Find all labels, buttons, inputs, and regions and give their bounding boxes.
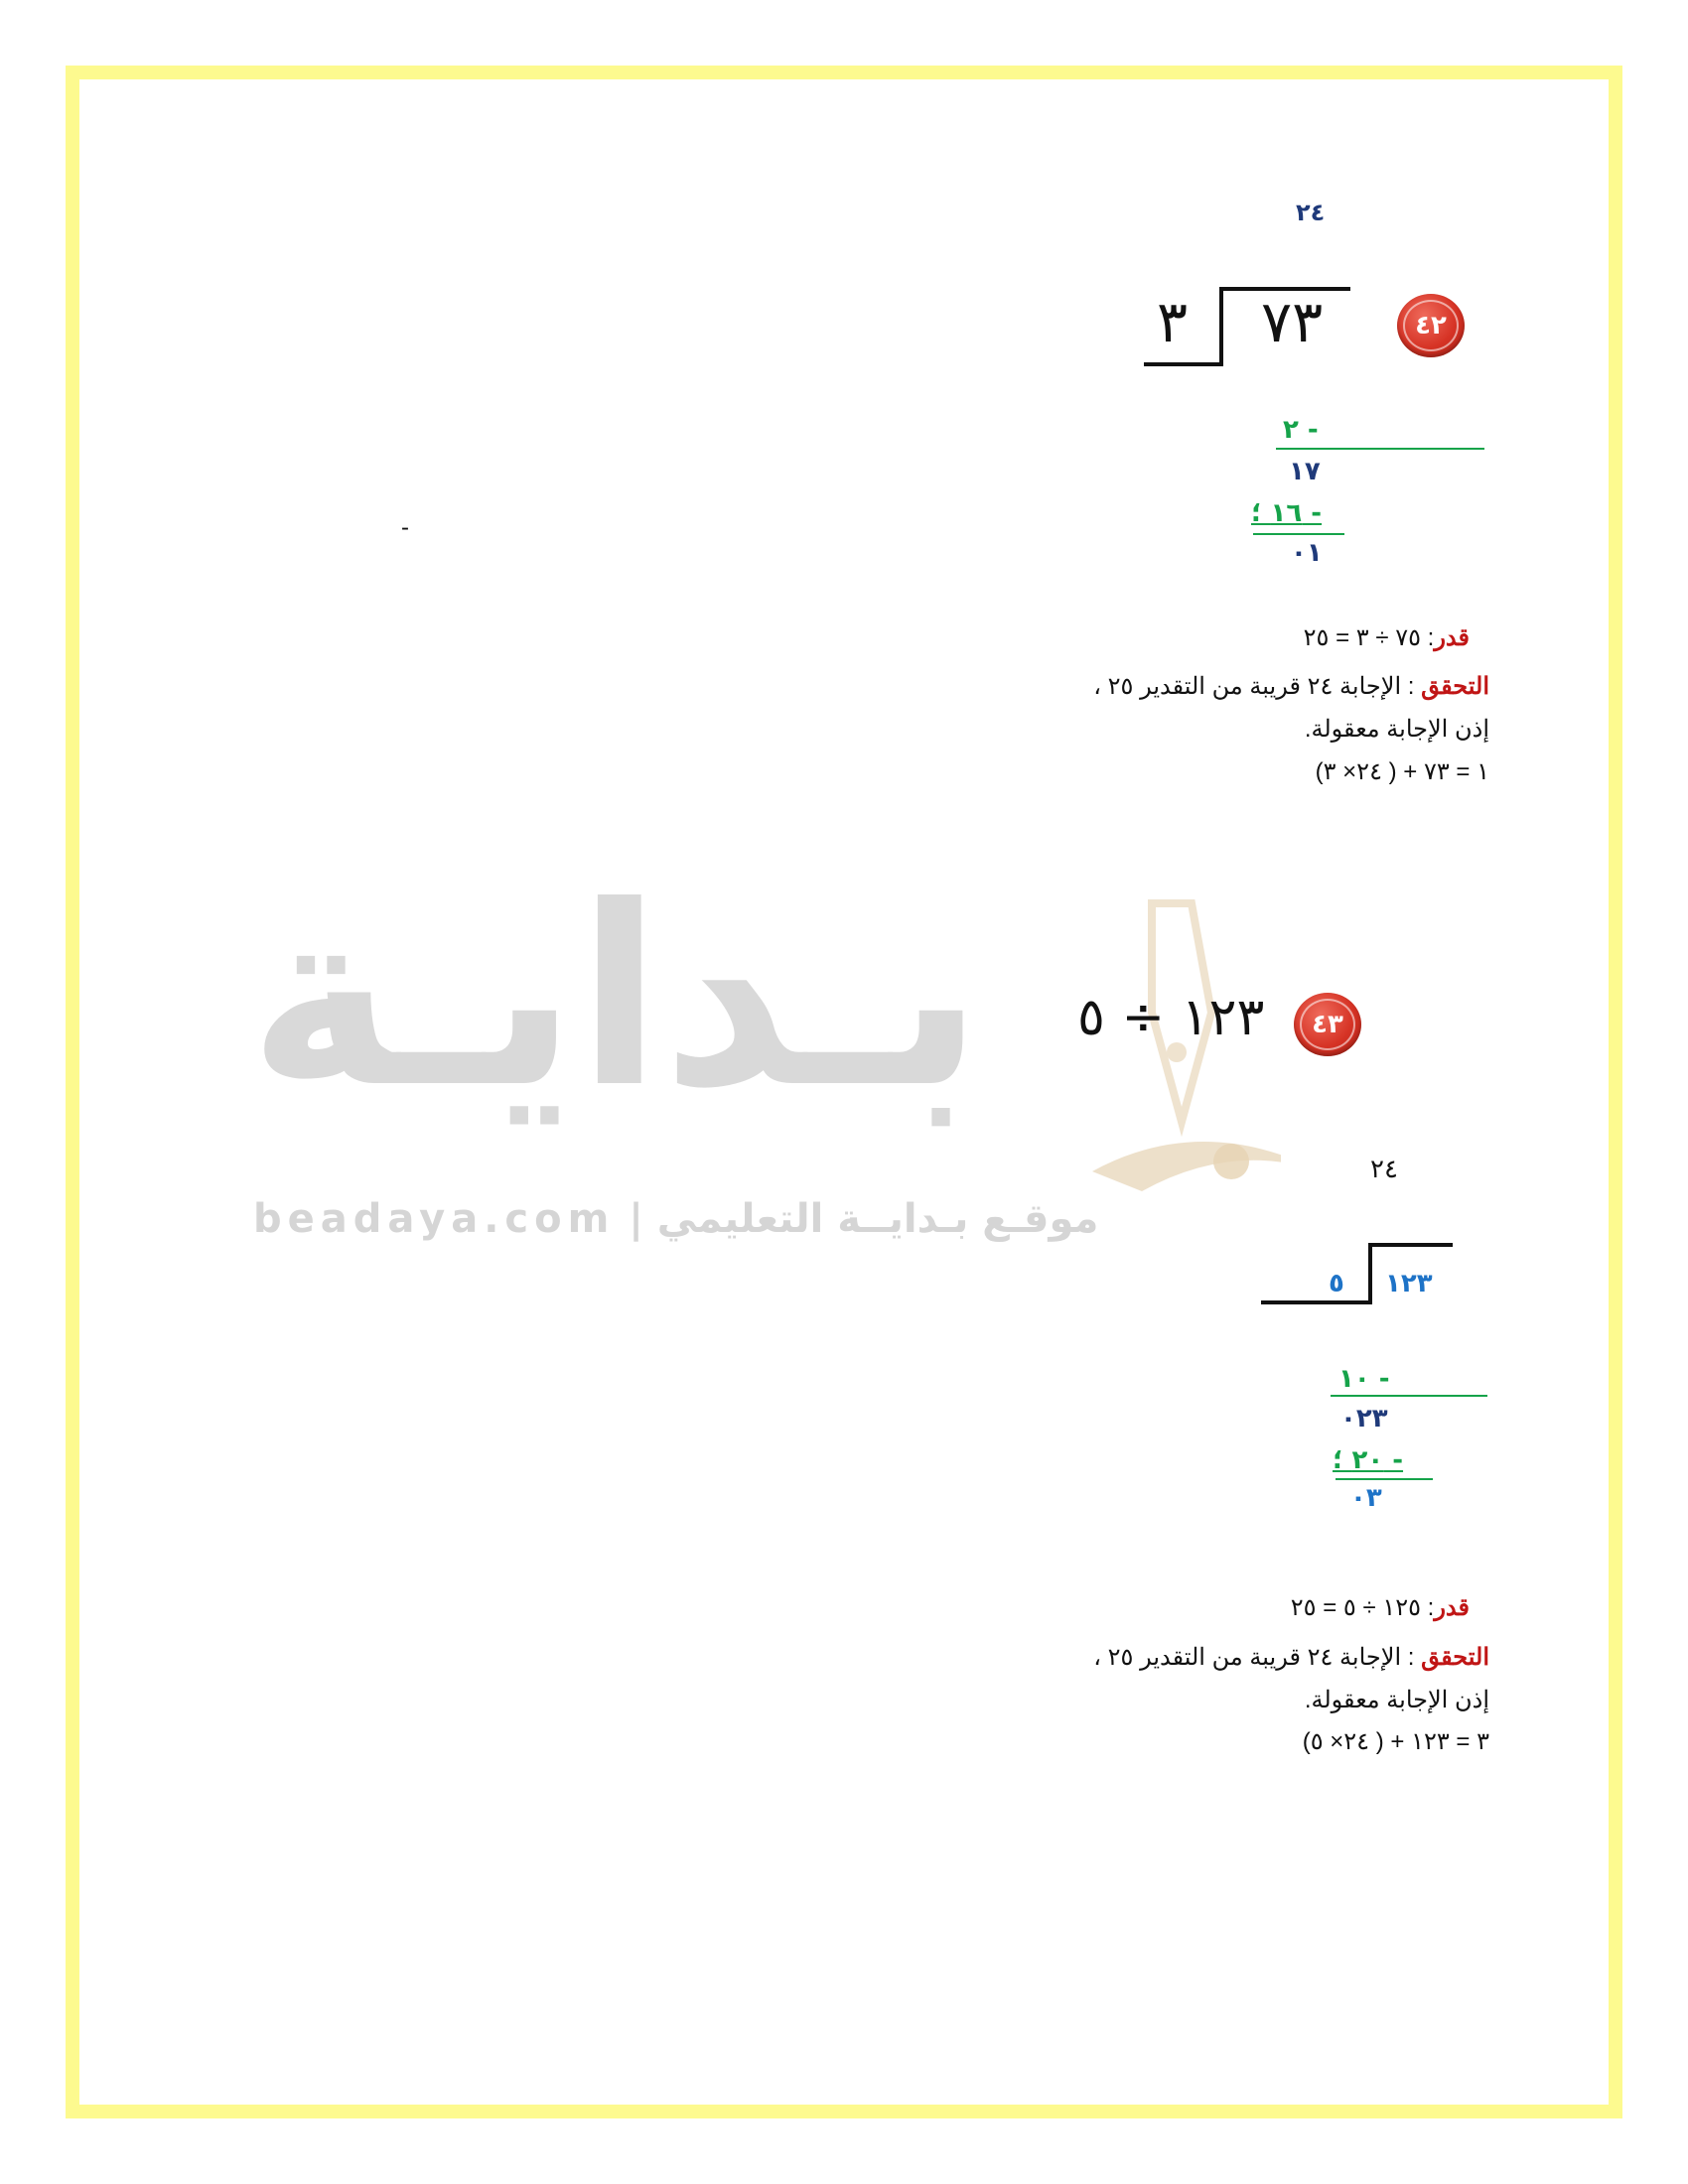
p42-estimate	[1304, 623, 1470, 652]
p43-division-bracket	[1259, 1241, 1458, 1310]
p43-divisor: ٥	[1329, 1269, 1344, 1298]
p43-step2: - ٢٠ ؛	[1333, 1445, 1404, 1475]
p43-remainder1: ٠٢٣	[1340, 1404, 1388, 1433]
p42-division-bracket	[1142, 283, 1360, 372]
p43-remainder2: ٠٣	[1350, 1483, 1382, 1513]
p42-check-text: : الإجابة ٢٤ قريبة من التقدير ٢٥ ،	[1093, 673, 1422, 700]
p43-check	[1093, 1643, 1489, 1672]
stray-dash: -	[401, 514, 409, 541]
p42-dividend: ٧٣	[1261, 288, 1324, 355]
watermark-pen-icon	[1082, 893, 1281, 1241]
p42-step1: ٢ -	[1283, 415, 1319, 445]
p42-step2: - ١٦ ؛	[1251, 498, 1323, 528]
p42-check	[1093, 672, 1489, 701]
p42-line2	[1253, 533, 1344, 535]
p43-estimate-label: قدر	[1434, 1594, 1470, 1621]
p43-conclusion: إذن الإجابة معقولة.	[1304, 1687, 1489, 1713]
p43-estimate	[1291, 1593, 1470, 1622]
p43-step1: ١٠ -	[1338, 1364, 1390, 1394]
p42-divisor: ٣	[1157, 288, 1189, 355]
p42-conclusion: إذن الإجابة معقولة.	[1304, 716, 1489, 743]
p42-remainder2: ٠١	[1291, 538, 1323, 568]
p43-verify: (٢٤× ٥ ) + ٣ = ١٢٣	[1302, 1728, 1489, 1755]
p42-line1	[1276, 448, 1484, 450]
p43-quotient: ٢٤	[1370, 1155, 1398, 1184]
p42-verify: (٢٤× ٣ ) + ١ = ٧٣	[1315, 758, 1489, 785]
p43-badge: ٤٣	[1294, 993, 1361, 1056]
p43-problem: ١٢٣ ÷ ٥	[1077, 988, 1265, 1047]
watermark-logo: بـدايـة	[248, 853, 984, 1142]
watermark-tagline: موقـع بـدايــة التعليمي | beadaya.com	[253, 1196, 1099, 1242]
p42-remainder1: ١٧	[1289, 457, 1321, 486]
p42-estimate-label: قدر	[1434, 624, 1470, 651]
p43-check-label: التحقق	[1421, 1644, 1489, 1671]
p43-line2	[1336, 1478, 1433, 1480]
p43-line1	[1331, 1395, 1487, 1397]
p42-estimate-text: : ٧٥ ÷ ٣ = ٢٥	[1303, 624, 1435, 651]
p42-check-label: التحقق	[1421, 673, 1489, 700]
p43-dividend: ١٢٣	[1385, 1269, 1433, 1298]
p43-check-text: : الإجابة ٢٤ قريبة من التقدير ٢٥ ،	[1093, 1644, 1422, 1671]
p42-badge: ٤٢	[1397, 294, 1465, 357]
p42-quotient: ٢٤	[1296, 199, 1326, 226]
p43-estimate-text: : ١٢٥ ÷ ٥ = ٢٥	[1290, 1594, 1435, 1621]
